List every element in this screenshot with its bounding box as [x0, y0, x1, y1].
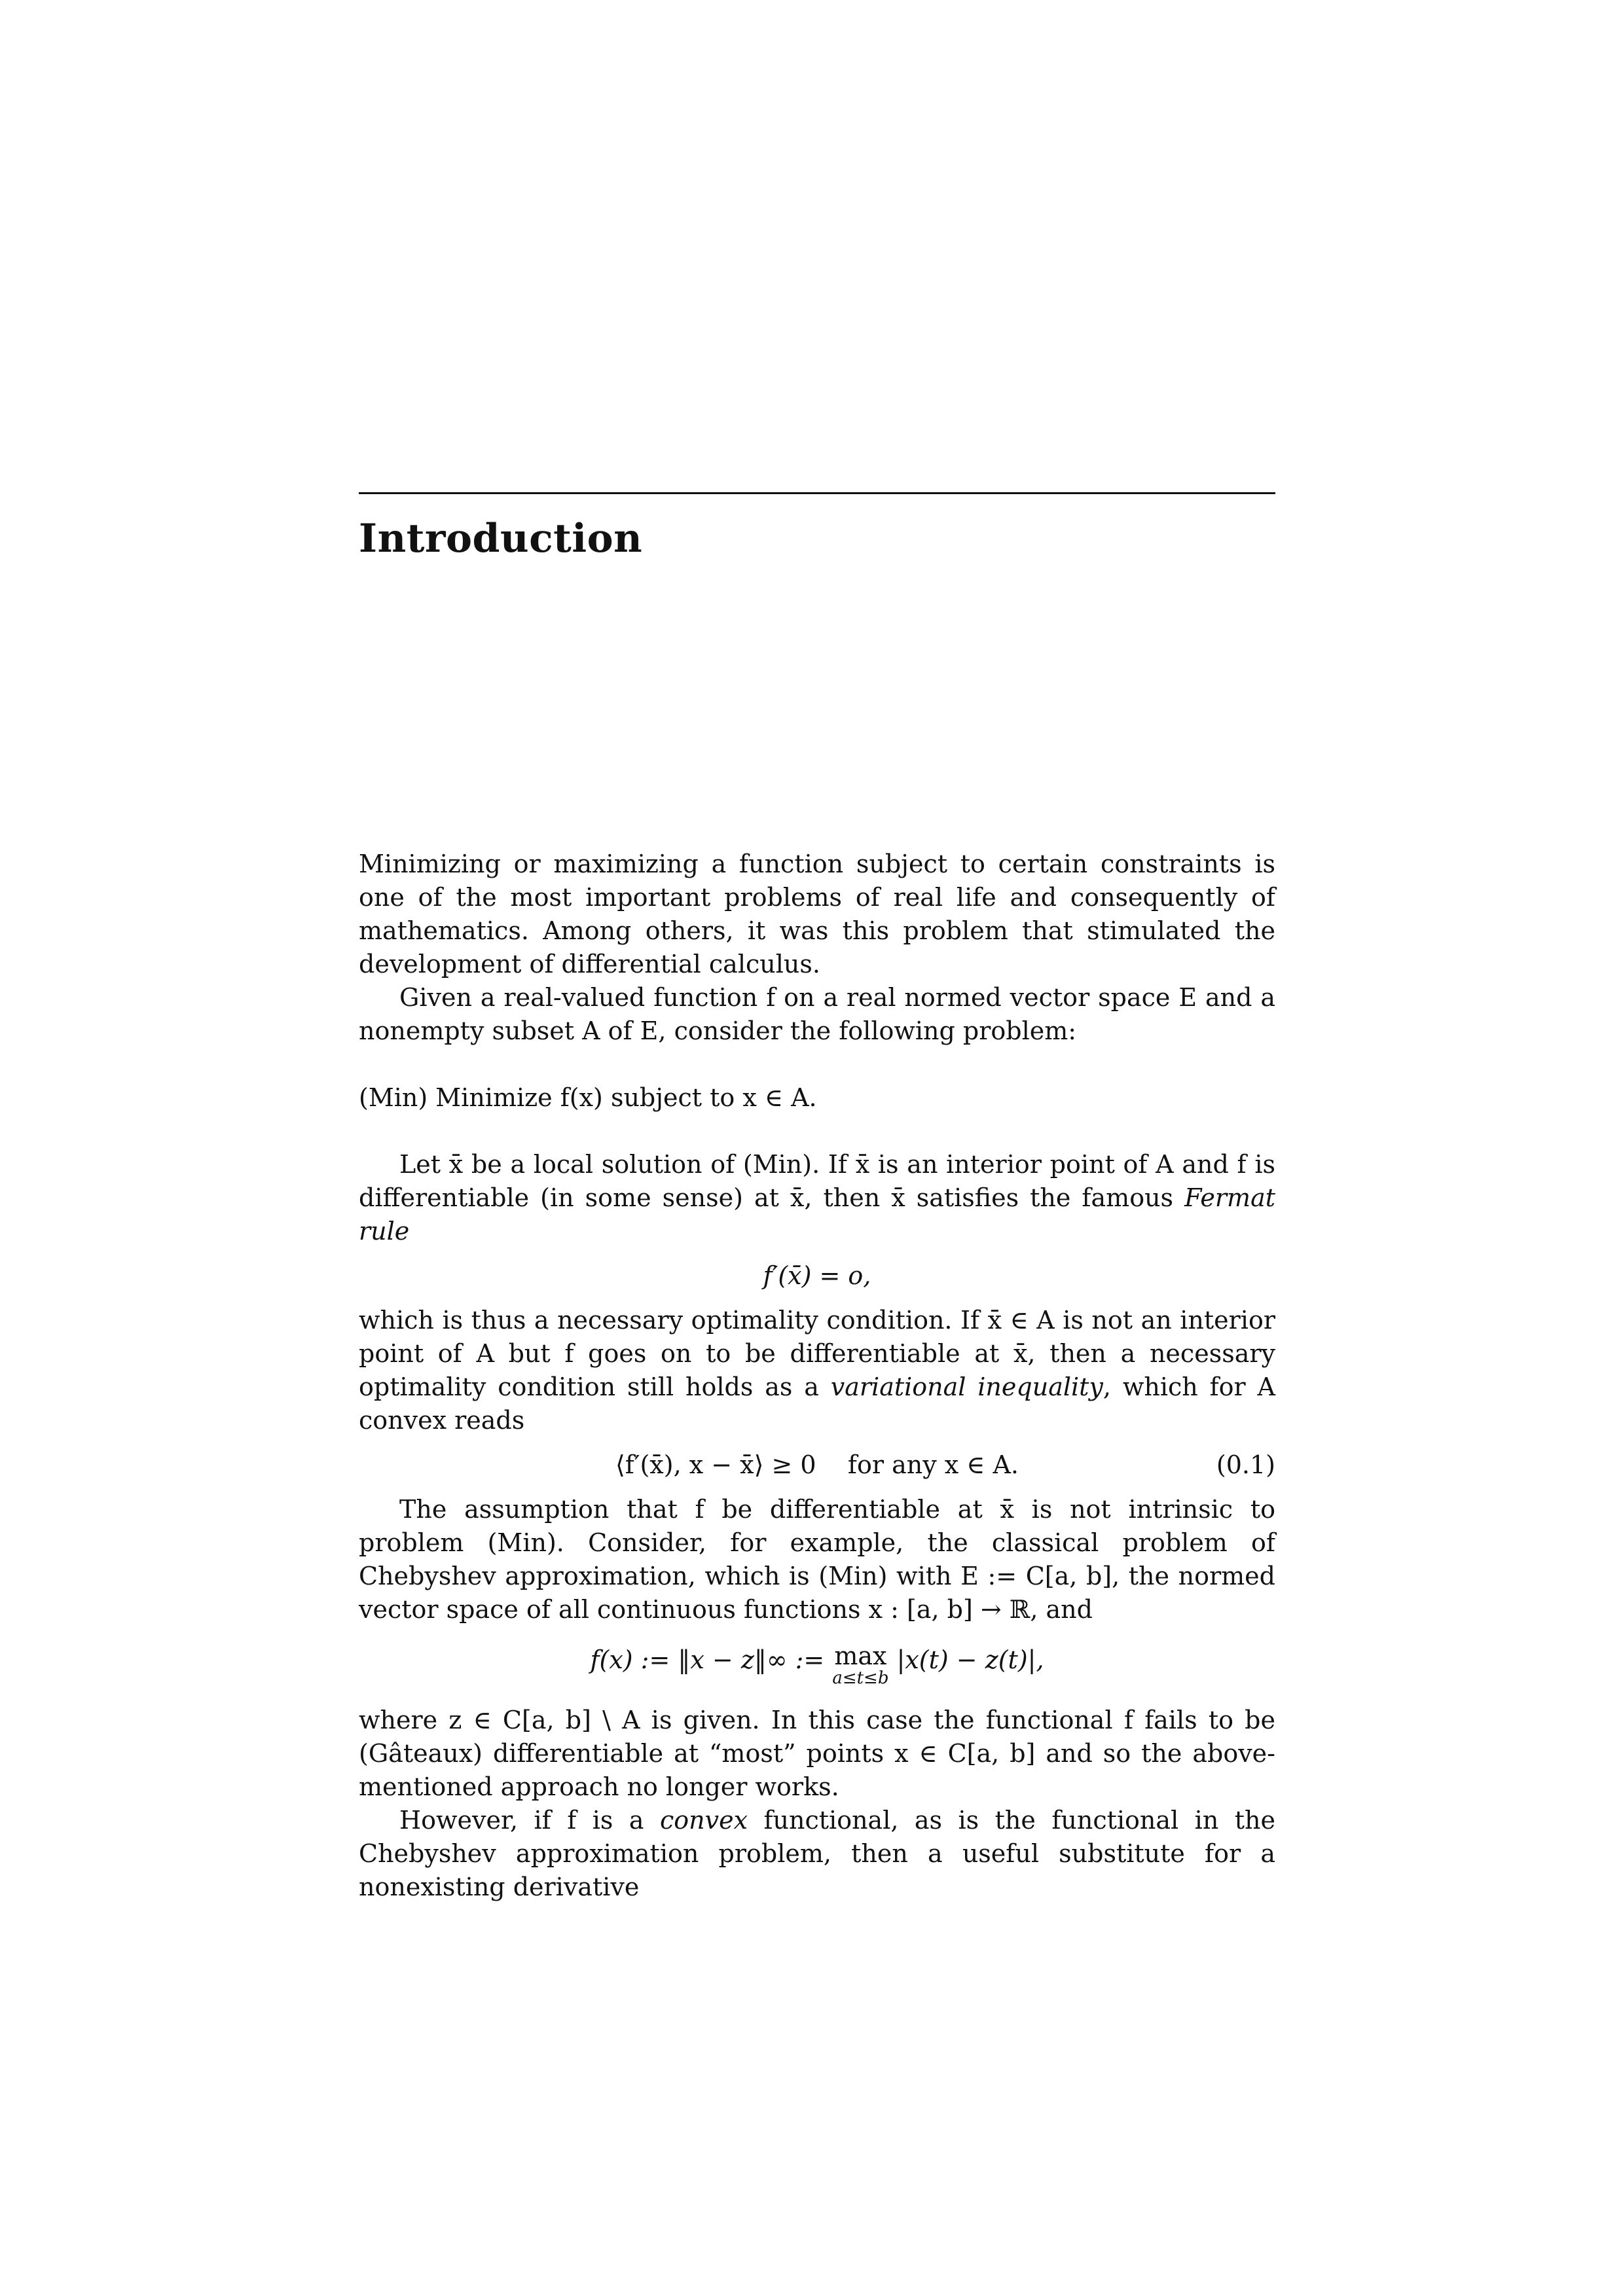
- max-operator-range: a≤t≤b: [832, 1668, 889, 1688]
- equation-0-1: [359, 1448, 1275, 1482]
- equation-chebyshev-left: f(x) := ‖x − z‖∞ :=: [590, 1645, 833, 1674]
- paragraph-6: where z ∈ C[a, b] \ A is given. In this case the functional f fails to be (Gâteaux) differentiable at “most” points x ∈ C[a, b] and so the above-mentioned approach no longer works.: [359, 1706, 1275, 1801]
- paragraph-4: [359, 1304, 1275, 1437]
- convex-emphasis: convex: [659, 1806, 748, 1835]
- body-text: [359, 848, 1275, 1904]
- max-operator-label: max: [834, 1641, 887, 1670]
- paragraph-4-text-b: , which for A convex reads: [359, 1372, 1276, 1435]
- equation-0-1-text: ⟨f′(x̄), x − x̄⟩ ≥ 0 for any x ∈ A.: [615, 1450, 1019, 1479]
- problem-statement: (Min) Minimize f(x) subject to x ∈ A.: [359, 1083, 817, 1112]
- paragraph-3-text: Let x̄ be a local solution of (Min). If x̄ is an interior point of A and f is differentiable (in some sense) at x̄, then x̄ satisfies the famous: [359, 1150, 1275, 1212]
- chapter-title: Introduction: [359, 516, 643, 562]
- equation-fermat: [359, 1259, 1275, 1293]
- paragraph-1: Minimizing or maximizing a function subject to certain constraints is one of the most important problems of real life and consequently of mathematics. Among others, it was this problem that stimulated the development of differential calculus.: [359, 850, 1275, 978]
- max-operator: [832, 1643, 888, 1687]
- paragraph-7: [359, 1804, 1275, 1904]
- paragraph-3: [359, 1148, 1275, 1248]
- paragraph-5: The assumption that f be differentiable at x̄ is not intrinsic to problem (Min). Consider, for example, the classical problem of Chebyshev approximation, which is (Min) with E := C[a, b], the normed vector space of all continuous functions x : [a, b] → ℝ, and: [359, 1495, 1275, 1624]
- paragraph-4-text-a: which is thus a necessary optimality condition. If x̄ ∈ A is not an interior point of A but f goes on to be differentiable at x̄, then a necessary optimality condition still holds as a: [359, 1306, 1275, 1401]
- paragraph-2: Given a real-valued function f on a real normed vector space E and a nonempty subset A of E, consider the following problem:: [359, 983, 1275, 1045]
- paragraph-7-text-a: However, if f is a: [399, 1806, 660, 1835]
- equation-chebyshev-right: |x(t) − z(t)|,: [888, 1645, 1044, 1674]
- paragraph-7-text-b: functional, as is the functional in the Chebyshev approximation problem, then a useful substitute for a nonexisting derivative: [359, 1806, 1276, 1901]
- fermat-rule-emphasis: Fermat rule: [359, 1183, 1275, 1246]
- variational-inequality-emphasis: variational inequality: [830, 1372, 1103, 1401]
- equation-fermat-text: f′(x̄) = o,: [763, 1261, 871, 1290]
- equation-chebyshev: [359, 1643, 1275, 1687]
- chapter-rule: [359, 492, 1275, 494]
- equation-number: (0.1): [1216, 1450, 1275, 1479]
